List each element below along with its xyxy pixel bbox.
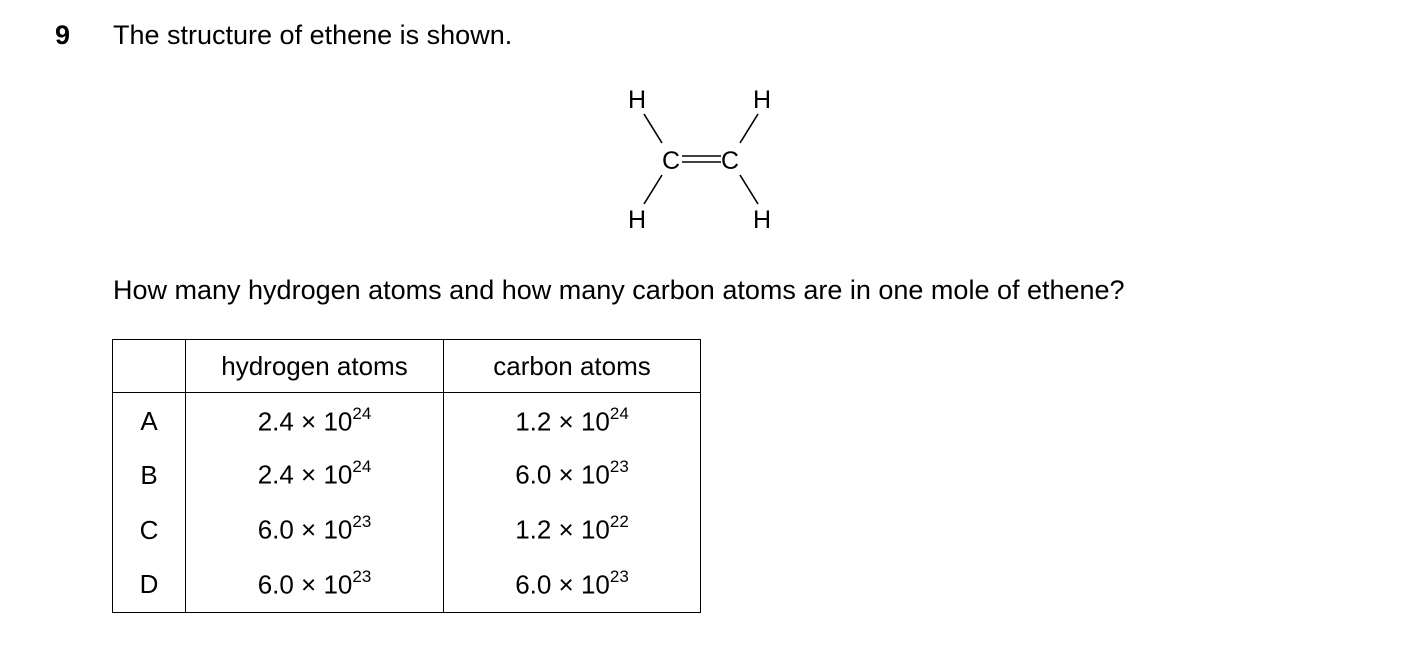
question-stem: The structure of ethene is shown. [113, 20, 513, 50]
atom-h-bottom-right: H [753, 206, 772, 234]
ethene-structure-diagram [600, 80, 800, 240]
option-row-a[interactable] [113, 393, 701, 448]
atom-c-right: C [721, 147, 740, 175]
bond-h-c-bottom-left [644, 175, 662, 204]
option-letter: B [113, 448, 186, 503]
bond-h-c-top-right [740, 114, 758, 143]
hydrogen-value: $2.4 \times 10^{24}$ [186, 448, 444, 503]
bond-h-c-bottom-right [740, 175, 758, 204]
carbon-value: $1.2 \times 10^{22}$ [444, 503, 701, 558]
atom-h-top-right: H [753, 86, 772, 114]
option-letter: A [113, 393, 186, 448]
atom-h-bottom-left: H [628, 206, 647, 234]
header-carbon-atoms: carbon atoms [444, 340, 701, 393]
question-number: 9 [55, 20, 71, 50]
carbon-value: $1.2 \times 10^{24}$ [444, 393, 701, 448]
bond-h-c-top-left [644, 114, 662, 143]
table-header-row [113, 340, 701, 393]
answer-options-table [112, 339, 701, 613]
carbon-value: $6.0 \times 10^{23}$ [444, 448, 701, 503]
header-blank [113, 340, 186, 393]
header-hydrogen-atoms: hydrogen atoms [186, 340, 444, 393]
hydrogen-value: $6.0 \times 10^{23}$ [186, 558, 444, 613]
hydrogen-value: $6.0 \times 10^{23}$ [186, 503, 444, 558]
option-letter: C [113, 503, 186, 558]
hydrogen-value: $2.4 \times 10^{24}$ [186, 393, 444, 448]
atom-c-left: C [662, 147, 681, 175]
option-letter: D [113, 558, 186, 613]
carbon-value: $6.0 \times 10^{23}$ [444, 558, 701, 613]
option-row-c[interactable] [113, 503, 701, 558]
question-prompt: How many hydrogen atoms and how many carbon atoms are in one mole of ethene? [113, 275, 1125, 305]
atom-h-top-left: H [628, 86, 647, 114]
option-row-d[interactable] [113, 558, 701, 613]
option-row-b[interactable] [113, 448, 701, 503]
